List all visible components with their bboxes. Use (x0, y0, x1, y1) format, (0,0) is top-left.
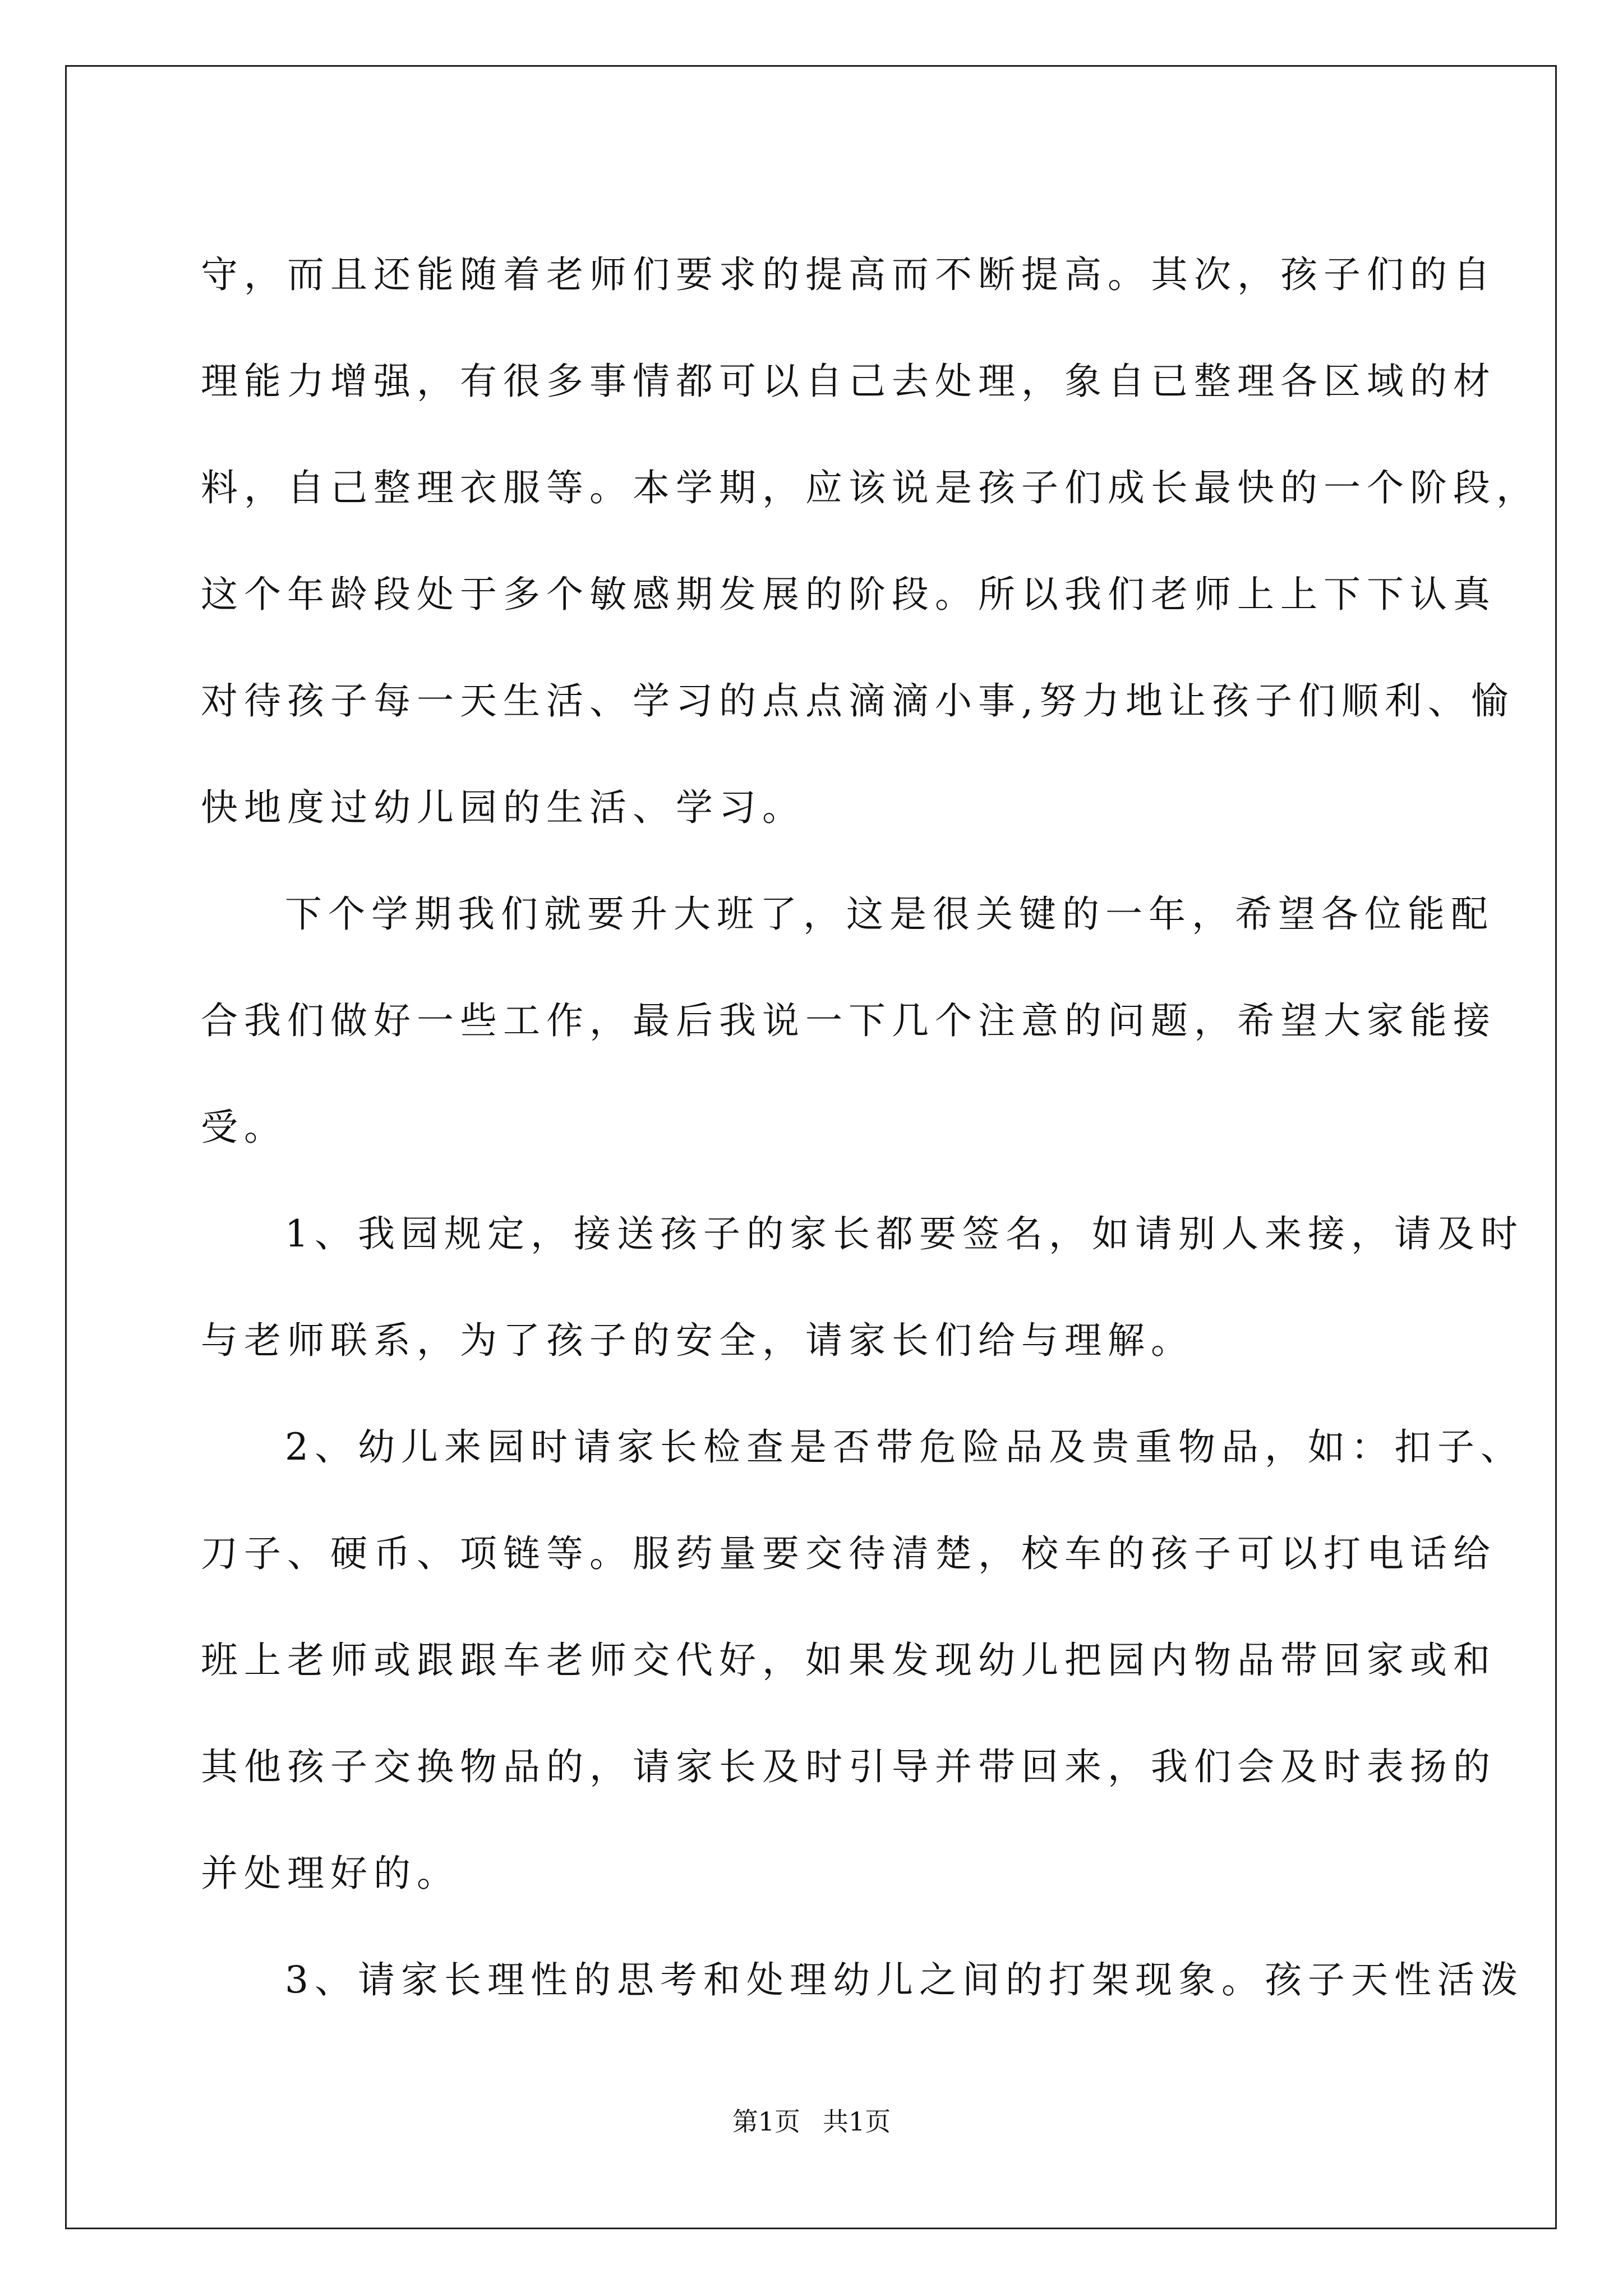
document-body (201, 222, 1539, 2033)
page-number: 第1页 (732, 2106, 800, 2137)
text-line: 与老师联系，为了孩子的安全，请家长们给与理解。 (201, 1319, 1194, 1362)
text-line: 班上老师或跟跟车老师交代好，如果发现幼儿把园内物品带回家或和 (201, 1639, 1496, 1682)
page-footer (0, 2105, 1623, 2138)
paragraph-start-line: 3、请家长理性的思考和处理幼儿之间的打架现象。孩子天性活泼 (285, 1958, 1524, 2001)
text-line: 并处理好的。 (201, 1852, 460, 1895)
text-line: 对待孩子每一天生活、学习的点点滴滴小事,努力地让孩子们顺利、愉 (201, 679, 1514, 723)
text-line: 料，自己整理衣服等。本学期，应该说是孩子们成长最快的一个阶段， (201, 466, 1539, 509)
paragraph-start-line: 1、我园规定，接送孩子的家长都要签名，如请别人来接，请及时 (285, 1212, 1524, 1255)
text-line: 守，而且还能随着老师们要求的提高而不断提高。其次，孩子们的自 (201, 253, 1496, 296)
paragraph-start-line: 下个学期我们就要升大班了，这是很关键的一年，希望各位能配 (285, 892, 1494, 936)
text-line: 刀子、硬币、项链等。服药量要交待清楚，校车的孩子可以打电话给 (201, 1532, 1496, 1575)
text-line: 受。 (201, 1106, 287, 1149)
text-line: 合我们做好一些工作，最后我说一下几个注意的问题，希望大家能接 (201, 999, 1496, 1042)
text-line: 其他孩子交换物品的，请家长及时引导并带回来，我们会及时表扬的 (201, 1745, 1496, 1788)
page-total: 共1页 (823, 2106, 891, 2137)
text-line: 理能力增强，有很多事情都可以自己去处理，象自已整理各区域的材 (201, 360, 1496, 403)
paragraph-start-line: 2、幼儿来园时请家长检查是否带危险品及贵重物品，如：扣子、 (285, 1425, 1524, 1469)
text-line: 这个年龄段处于多个敏感期发展的阶段。所以我们老师上上下下认真 (201, 573, 1496, 616)
text-line: 快地度过幼儿园的生活、学习。 (201, 786, 805, 829)
